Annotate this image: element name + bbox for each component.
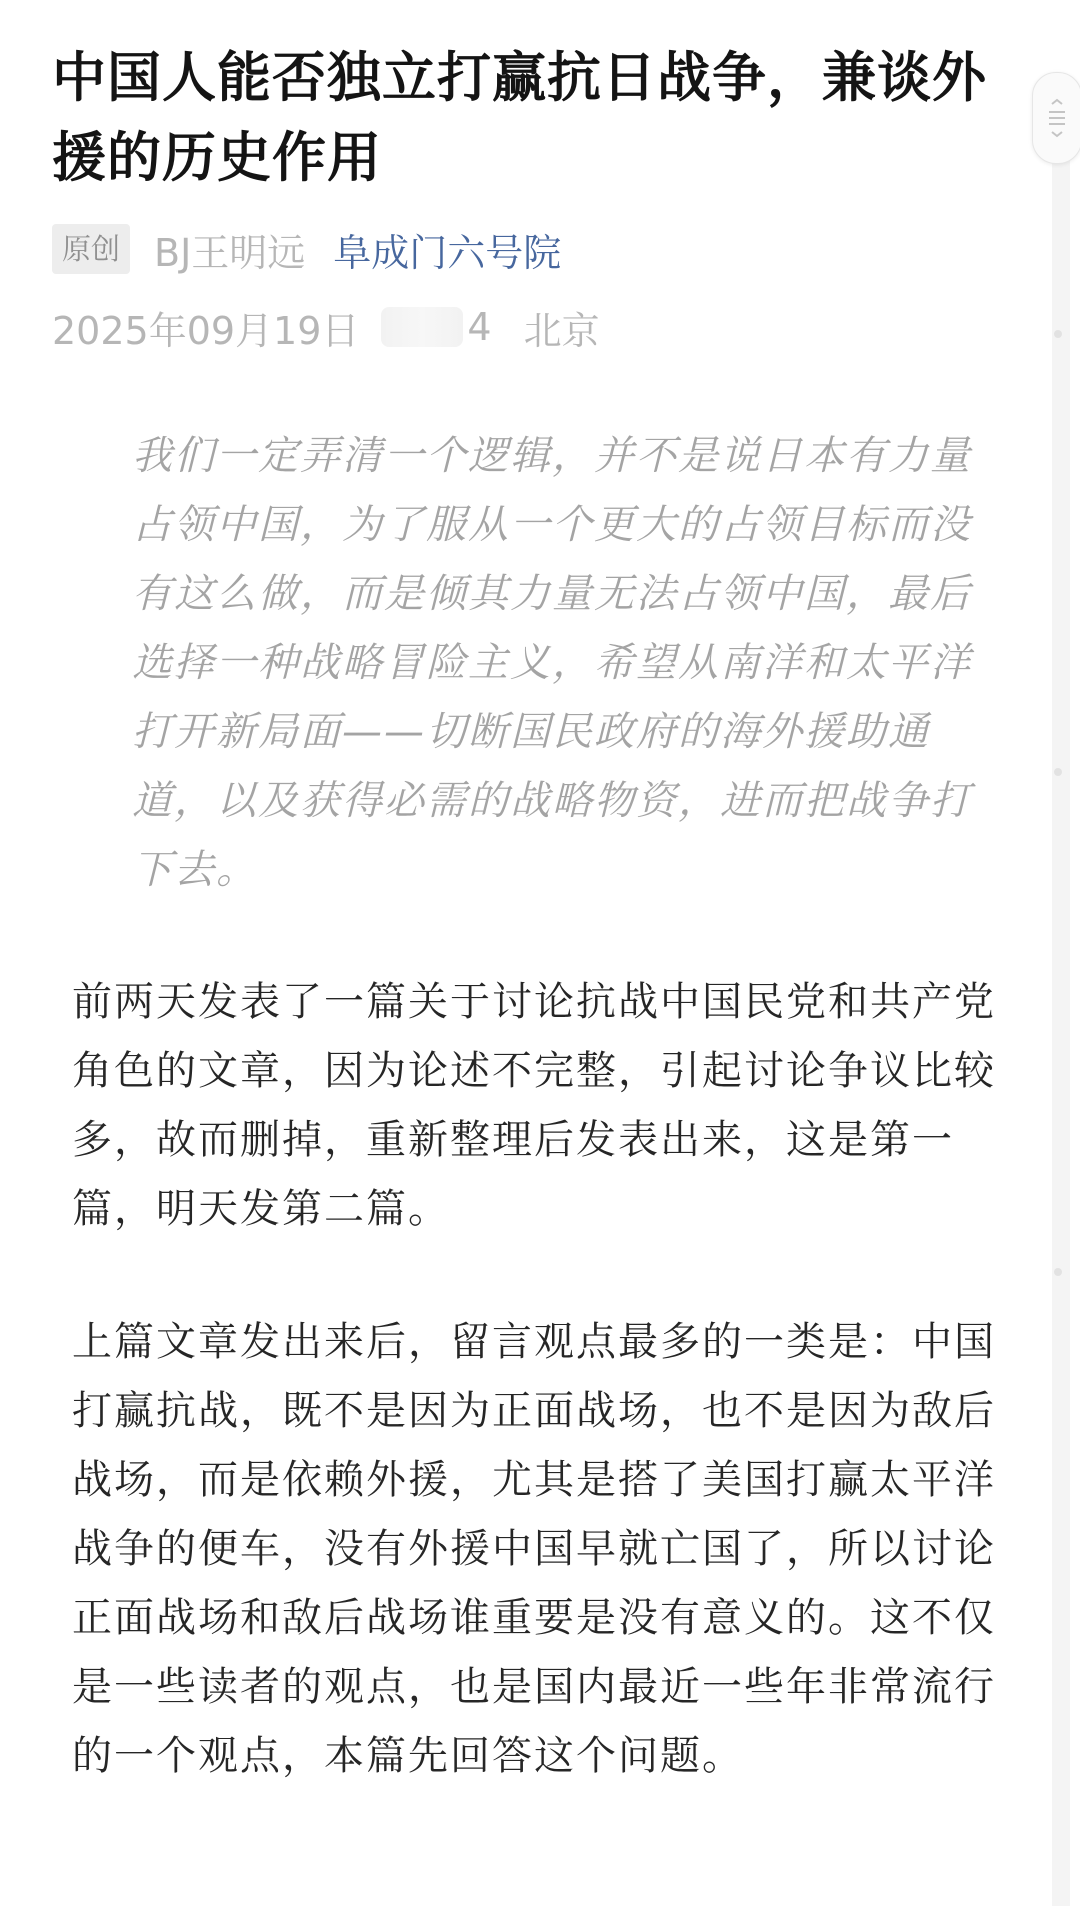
paragraph-1: 前两天发表了一篇关于讨论抗战中国民党和共产党角色的文章，因为论述不完整，引起讨论争议比较多，故而删掉，重新整理后发表出来，这是第一篇，明天发第二篇。 [72, 979, 996, 1232]
meta-row [52, 222, 561, 276]
scroll-marker [1054, 330, 1062, 338]
account-link[interactable]: 阜成门六号院 [333, 230, 562, 275]
scroll-marker [1054, 768, 1062, 776]
date-row [52, 300, 600, 354]
lead-quote: 我们一定弄清一个逻辑，并不是说日本有力量占领中国，为了服从一个更大的占领目标而没有这么做，而是倾其力量无法占领中国，最后选择一种战略冒险主义，希望从南洋和太平洋打开新局面——切断国民政府的海外援助通道，以及获得必需的战略物资，进而把战争打下去。 [132, 433, 972, 893]
original-badge: 原创 [52, 224, 130, 274]
menu-lines-icon [1045, 98, 1069, 138]
scroll-marker [1054, 1268, 1062, 1276]
paragraph-2: 上篇文章发出来后，留言观点最多的一类是：中国打赢抗战，既不是因为正面战场，也不是因为敌后战场，而是依赖外援，尤其是搭了美国打赢太平洋战争的便车，没有外援中国早就亡国了，所以讨论正面战场和敌后战场谁重要是没有意义的。这不仅是一些读者的观点，也是国内最近一些年非常流行的一个观点，本篇先回答这个问题。 [72, 1319, 996, 1779]
author-name: BJ王明远 [154, 230, 306, 275]
scroll-handle[interactable] [1032, 72, 1080, 164]
article-title: 中国人能否独立打赢抗日战争，兼谈外援的历史作用 [52, 46, 987, 189]
scroll-track[interactable] [1052, 100, 1070, 1906]
blurred-region [381, 307, 463, 347]
location: 北京 [523, 308, 600, 353]
publish-date: 2025年09月19日 [52, 308, 360, 353]
read-count: 4 [467, 305, 492, 349]
